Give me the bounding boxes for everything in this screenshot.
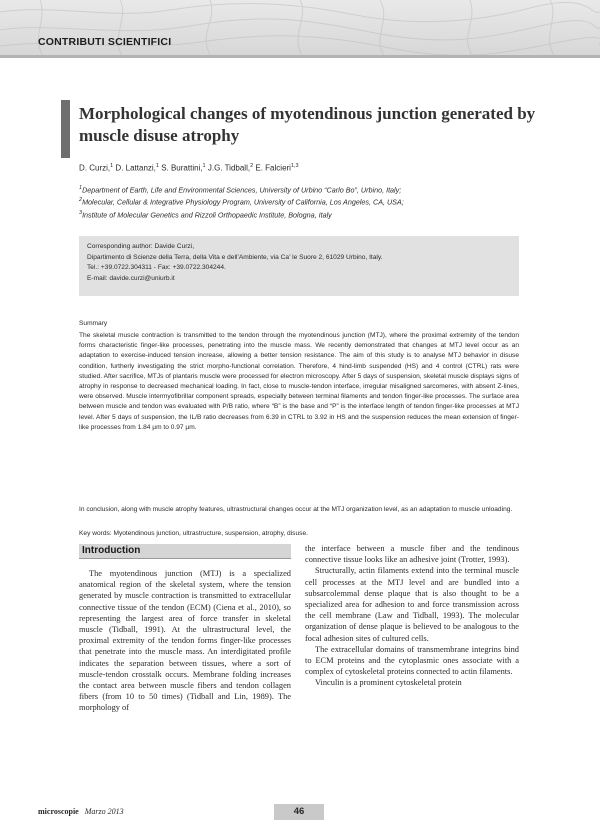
affiliations [79,183,549,220]
author-name: E. Falcieri [255,163,291,173]
summary-heading: Summary [79,320,108,327]
author-name: J.G. Tidball, [207,163,251,173]
section-heading-bar [79,544,291,558]
affiliation-item: $^1$Department of Earth, Life and Environmental Sciences, University of Urbino “Carlo Bo”, Urbino, Italy; [79,185,402,195]
journal-name: microscopie [38,807,79,816]
author-name: S. Burattini, [161,163,203,173]
summary-paragraph: The skeletal muscle contraction is transmitted to the tendon through the myotendinous junction (MTJ), where the proximal extremity of the tendon forms characteristic finger-like processes, penetrating into the muscle mass. We recently demonstrated that changes at MTJ level occur as an adaptation to exercise-induced tension increase, allowing a better tension resistance. The aim of this study is to analyse MTJ behavior in disuse condition, furtherly investigating the strict morpho-functional correlation. Therefore, 4 hind-limb suspended (HS) and 4 control (CTRL) rats were studied. After sacrifice, MTJs of plantaris muscle were processed for electron microscopy. After 5 days of suspension, skeletal muscle displays signs of atrophy in response to decreased mechanical loading. In fact, close to muscle-tendon interface, irregular misaligned sarcomeres, with absent Z-lines, were observed. Muscle intermyofibrillar component spreads, especially between terminal filaments and tendon finger-like processes. The surface area between muscle and tendon was evaluated with P/B ratio, where “B” is the base and “P” is the interface length of tendon finger-like processes at MTJ level. After 5 days of suspension, the IL/B ratio decreases from 6.39 in CTRL to 3.92 in HS and the suspension reduces the mean extension of finger-like processes from 1.84 µm to 0.97 µm. [79,332,519,431]
body-paragraph: Vinculin is a prominent cytoskeletal protein [315,678,462,688]
header-rule [0,55,600,58]
author-affil-mark: 1 [155,163,159,169]
body-paragraph: The extracellular domains of transmembrane integrins bind to ECM proteins and the cytoplasmic ones associate with a complex of cytoskeletal proteins connected to actin filaments. [305,644,519,677]
section-heading: Introduction [82,545,141,556]
author-affil-mark: 1 [202,163,206,169]
body-column-left: The myotendinous junction (MTJ) is a specialized anatomical region of the skeletal system, where the tension generated by muscle contraction is transmitted to extracellular connective tissue of the tendon (ECM) (Ciena et al., 2010), so representing the largest area of force transfer in skeletal muscle (Tidball, 1991). At the ultrastructural level, the proximal extremity of the tendon forms finger-like processes that penetrate into the muscle mass. An interdigitated profile indicates the separation between tissues, where a sort of muscle-tendon crosstalk occurs. Membrane folding increases the contact area between muscle fibers and tendon collagen fibers (from 10 to 50 times) (Tidball and Lin, 1989). The morphology of [79,569,291,713]
summary-conclusion: In conclusion, along with muscle atrophy features, ultrastructural changes occur at the MTJ organization level, as an adaptation to muscle unloading. [79,506,513,513]
author-affil-mark: 2 [250,163,254,169]
author-affil-mark: 1 [110,163,114,169]
cell-texture [0,0,600,58]
corresponding-address: Dipartimento di Scienze della Terra, della Vita e dell’Ambiente, via Ca’ le Suore 2, 61029 Urbino, Italy. [87,253,383,261]
body-column-right [305,543,519,689]
author-name: D. Lattanzi, [115,163,156,173]
corresponding-author: Corresponding author: Davide Curzi, [87,243,195,250]
author-affil-mark: 1,3 [290,163,299,169]
section-rule [79,558,291,559]
journal-footer [38,807,124,816]
affiliation-item: $^3$Institute of Molecular Genetics and Rizzoli Orthopaedic Institute, Bologna, Italy [79,209,332,220]
header-band [0,0,600,58]
body-paragraph: the interface between a muscle fiber and the tendinous connective tissue looks like an adhesive joint (Trotter, 1993). [305,544,519,565]
affiliation-item: $^2$Molecular, Cellular & Integrative Physiology Program, University of California, Los Angeles, CA, USA; [79,197,404,207]
corresponding-phone: Tel.: +39.0722.304311 - Fax: +39.0722.304244. [87,264,226,272]
keywords: Key words: Myotendinous junction, ultrastructure, suspension, atrophy, disuse. [79,530,308,537]
article-title: Morphological changes of myotendinous junction generated by muscle disuse atrophy [79,104,536,145]
correspondence-box [79,236,519,296]
body-paragraph: Structurally, actin filaments extend into the terminal muscle cell processes at the MTJ level and are bundled into a subsarcolemmal dense plaque that is also thought to be a specialized area for adhesion to and force transmission across the cell membrane (Law and Tidball, 1993). The molecular organization of dense plaque is believed to be analogous to the focal adhesion sites of cultured cells. [305,566,519,643]
journal-issue: Marzo 2013 [84,807,124,816]
corresponding-email[interactable]: E-mail: davide.curzi@uniurb.it [87,274,175,282]
title-accent-bar [61,100,70,158]
author-list [79,163,299,173]
page-number: 46 [293,806,305,817]
page-number-box [274,804,324,820]
author-name: D. Curzi, [79,163,111,173]
section-label: CONTRIBUTI SCIENTIFICI [38,36,172,48]
